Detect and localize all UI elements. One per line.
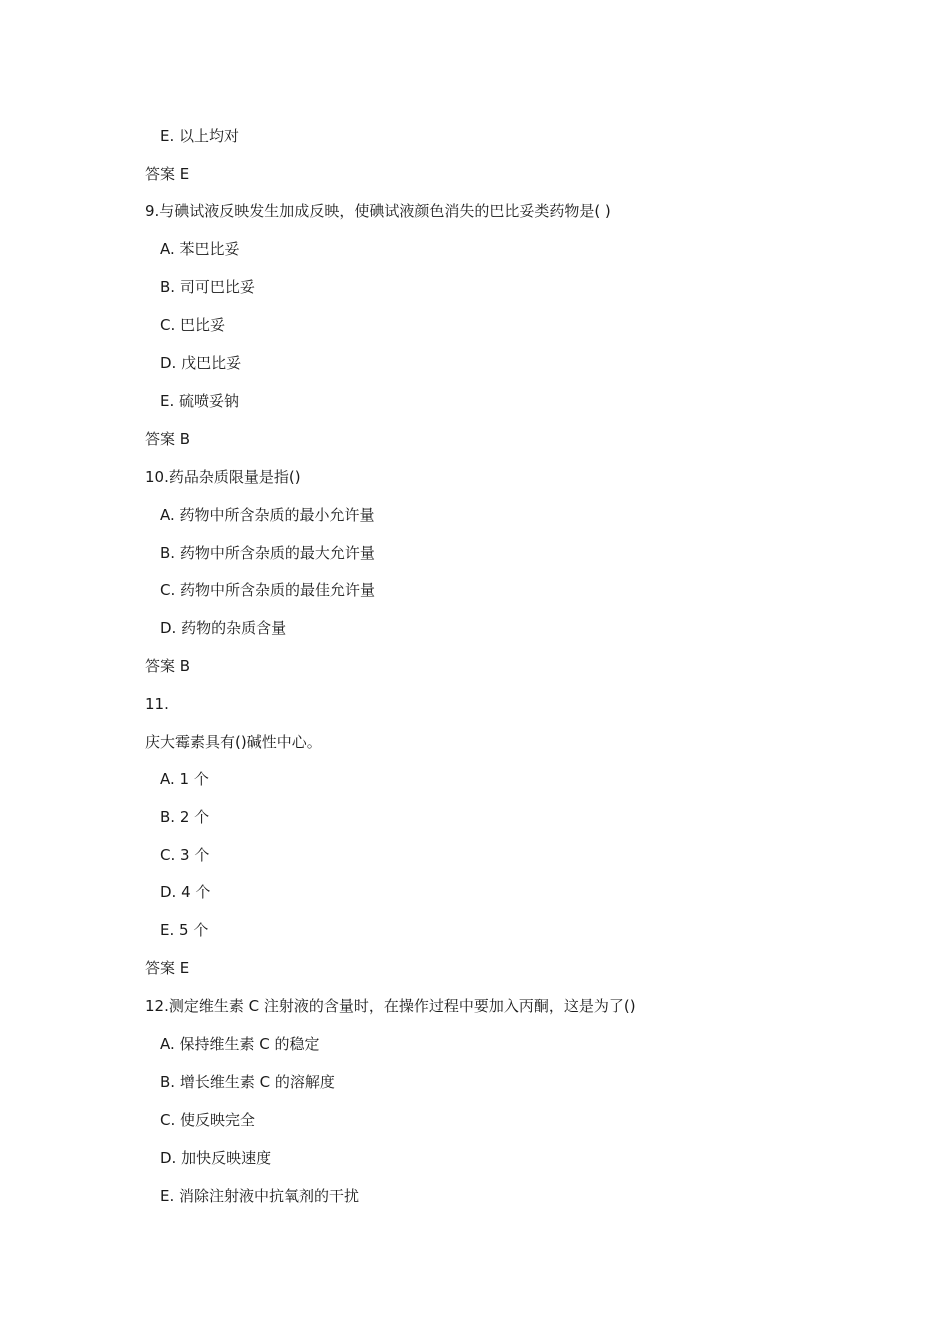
question-number: 11.: [145, 695, 169, 713]
option-line: A. 保持维生素 C 的稳定: [160, 1035, 320, 1053]
option-line: B. 药物中所含杂质的最大允许量: [160, 544, 375, 562]
question-line: 10.药品杂质限量是指(): [145, 468, 301, 486]
option-line: D. 4 个: [160, 883, 211, 901]
option-line: C. 使反映完全: [160, 1111, 256, 1129]
option-line: D. 药物的杂质含量: [160, 619, 287, 637]
answer-line: 答案 E: [145, 959, 190, 977]
option-line: E. 硫喷妥钠: [160, 392, 240, 410]
question-line: 9.与碘试液反映发生加成反映，使碘试液颜色消失的巴比妥类药物是( ): [145, 202, 611, 220]
option-line: D. 戊巴比妥: [160, 354, 242, 372]
option-line: D. 加快反映速度: [160, 1149, 272, 1167]
option-line: E. 以上均对: [160, 127, 240, 145]
answer-line: 答案 B: [145, 657, 191, 675]
option-line: B. 增长维生素 C 的溶解度: [160, 1073, 335, 1091]
option-line: A. 苯巴比妥: [160, 240, 240, 258]
option-line: C. 药物中所含杂质的最佳允许量: [160, 581, 376, 599]
option-line: A. 药物中所含杂质的最小允许量: [160, 506, 375, 524]
option-line: E. 5 个: [160, 921, 209, 939]
option-line: B. 司可巴比妥: [160, 278, 255, 296]
question-line: 庆大霉素具有()碱性中心。: [145, 733, 322, 751]
answer-line: 答案 B: [145, 430, 191, 448]
question-line: 12.测定维生素 C 注射液的含量时，在操作过程中要加入丙酮，这是为了(): [145, 997, 636, 1015]
option-line: B. 2 个: [160, 808, 210, 826]
option-line: E. 消除注射液中抗氧剂的干扰: [160, 1187, 360, 1205]
answer-line: 答案 E: [145, 165, 190, 183]
option-line: C. 3 个: [160, 846, 210, 864]
option-line: C. 巴比妥: [160, 316, 226, 334]
option-line: A. 1 个: [160, 770, 209, 788]
